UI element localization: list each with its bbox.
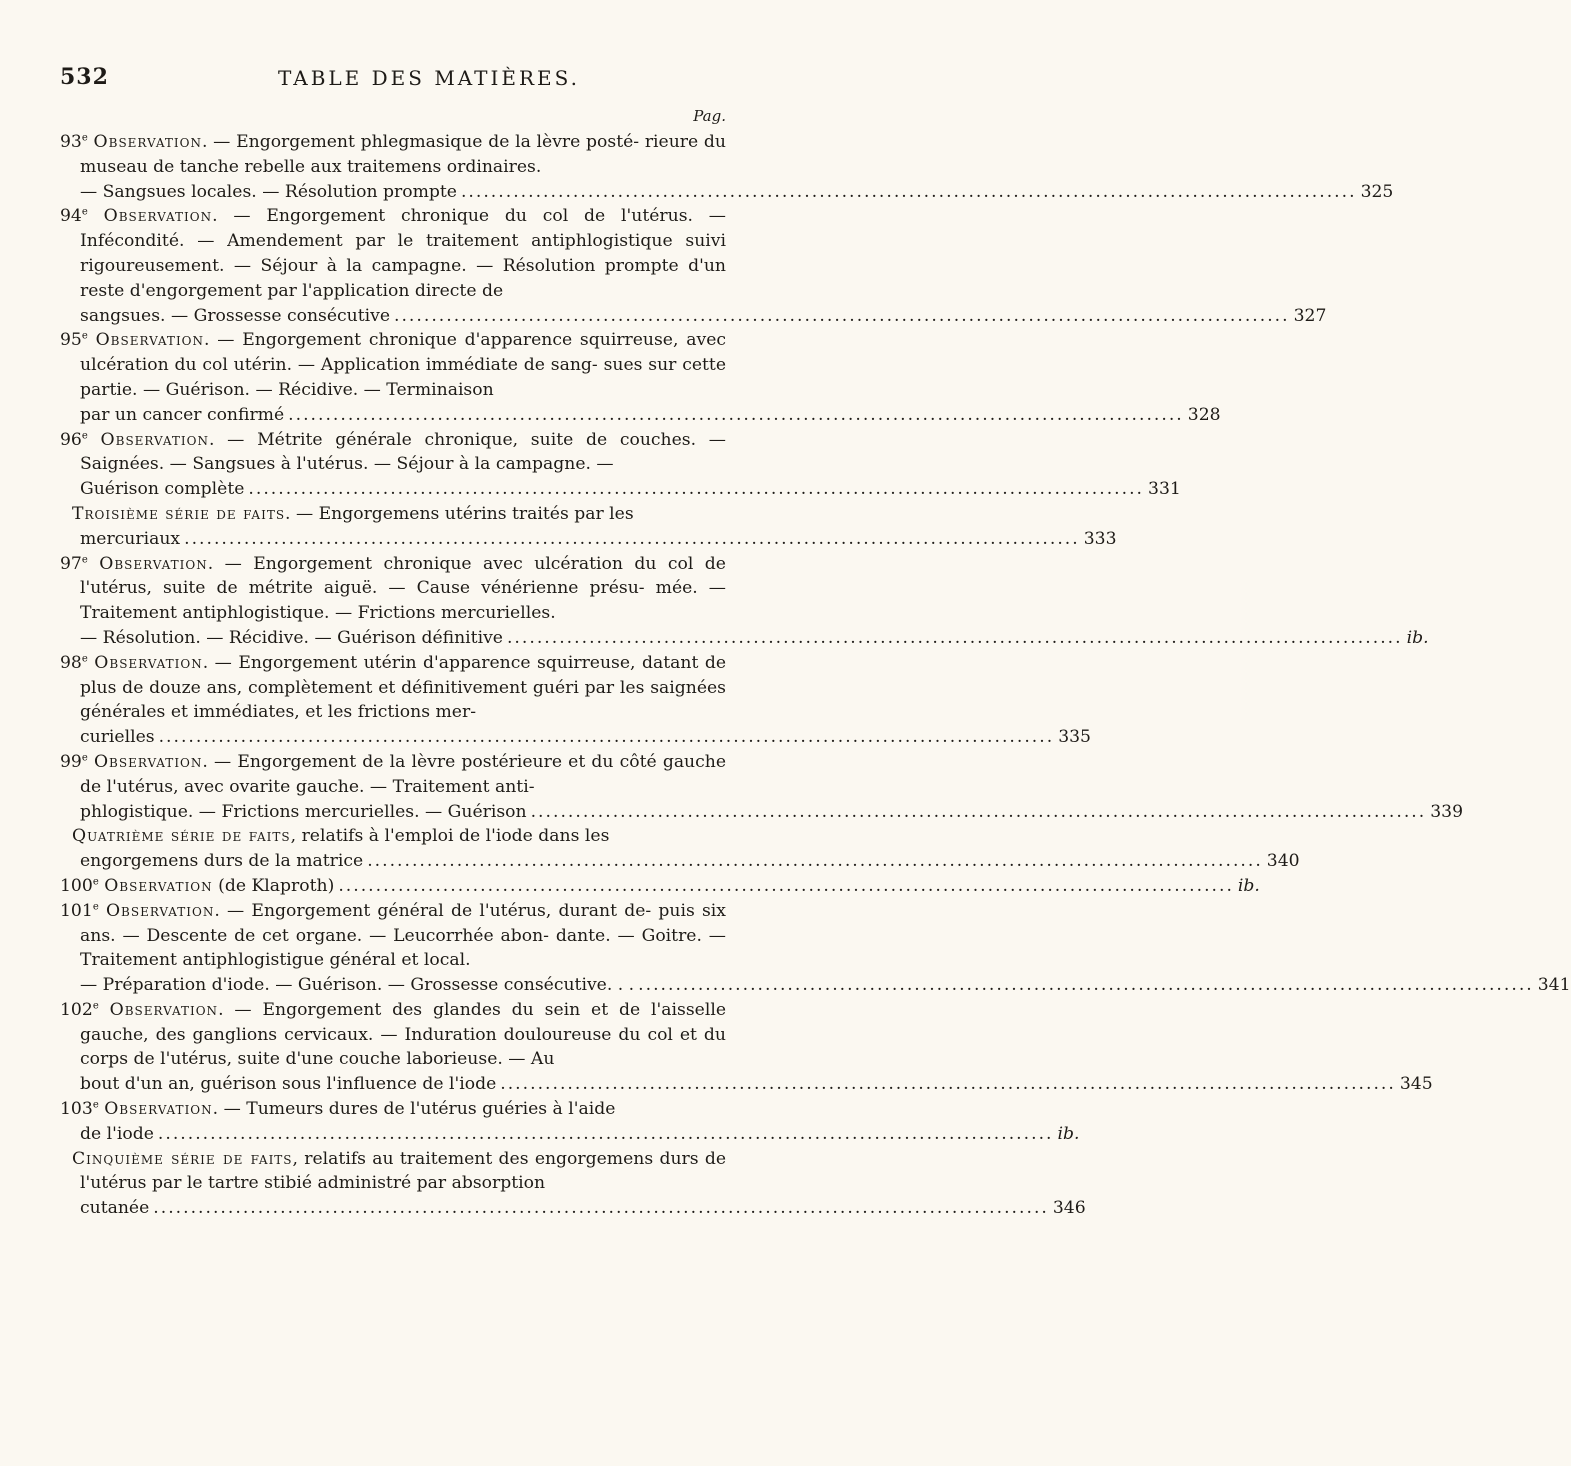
entry-text-line: bout d'un an, guérison sous l'influence de l'iode [80,1074,497,1095]
entry-text-line: engorgemens durs de la matrice [80,851,364,872]
entry-text-line: — Sangsues locales. — Résolution prompte [80,181,457,202]
entry-label [60,1099,213,1119]
entry-text-line: cutanée [80,1198,150,1219]
entry-label [60,901,214,921]
entry-kind: Observation [100,429,209,450]
entry-text-line: col et du corps de l'utérus, suite d'une couche laborieuse. — Au [80,1024,726,1070]
entry-text-line: — Préparation d'iode. — Guérison. — Grossesse consécutive. . . [80,975,635,996]
entry-number: 101 [60,900,93,921]
entry-number: 98 [60,652,82,673]
entry-last-line [80,477,1181,502]
toc-entry [60,1097,1080,1147]
entry-text-line: prompte d'un reste d'engorgement par l'application directe de [80,255,726,301]
entry-text-line: . — Engorgement chronique du col de l'utérus. — [212,206,726,227]
entry-text-line: phlogistique. — Frictions mercurielles. — Guérison [80,801,527,822]
toc-series-heading [60,502,1117,552]
entry-label [60,653,203,673]
entry-text-line: . — Engorgement chronique d'apparence squirreuse, [204,330,679,351]
entry-page-number: ib. [1057,1123,1080,1144]
entry-last-line [60,874,1260,899]
entry-label [72,504,285,524]
entry-kind: Observation [94,652,203,673]
entry-text-line: . — Engorgement phlegmasique de la lèvre posté- [201,132,640,152]
entry-number: 99 [60,751,82,772]
dot-leader: ........................................................................................................................ [506,627,1403,648]
entry-text-line: , relatifs au traitement des engorgemens [292,1148,654,1169]
entry-text-line: puis six ans. — Descente de cet organe. — Leucorrhée abon- [80,900,726,946]
entry-label [60,132,202,152]
entry-page-number: 339 [1430,801,1464,822]
dot-leader: ........................................................................................................................ [248,479,1145,500]
entry-text-line: Saignées. — Sangsues à l'utérus. — Séjour à la campagne. — [80,454,614,475]
entry-kind: Troisième série de faits [72,503,286,524]
entry-text-line: Guérison complète [80,479,245,500]
entry-page-number: ib. [1237,875,1260,896]
entry-page-number: 327 [1293,305,1327,326]
entry-kind: Observation [104,1099,213,1120]
entry-number-suffix: e [81,132,88,144]
entry-number: 100 [60,875,93,896]
toc-entry [60,998,1433,1097]
entry-last-line [80,304,1327,329]
entry-number: 97 [60,553,82,574]
entry-text-line: durs de l'utérus par le tartre stibié administré par absorption [80,1148,727,1194]
toc-entry [60,204,1327,328]
entry-text-line: par les saignées générales et immédiates, et les frictions mer- [80,677,727,723]
dot-leader: ........................................................................................................................ [288,404,1184,425]
entry-text-line: curielles [80,727,155,748]
toc-series-heading [60,1147,1086,1221]
entry-text-line: . — Engorgement des glandes du sein et de l'aisselle [218,999,726,1020]
dot-leader: ........................................................................................................................ [158,727,1055,748]
entry-number-suffix: e [81,429,88,441]
toc-entry [60,750,1464,824]
page-number: 532 [60,64,109,90]
entry-last-line [80,180,1394,205]
entry-number-suffix: e [81,206,88,218]
entry-number-suffix: e [92,1000,99,1012]
entry-last-line [80,725,1091,750]
toc-entry [60,651,1091,750]
entry-kind: Cinquième série de faits [72,1148,293,1169]
entry-number: 102 [60,999,93,1020]
entry-last-line [80,1122,1080,1147]
entry-text-line: . — Métrite générale chronique, suite de couches. — [208,429,726,450]
entry-label [60,1000,218,1020]
entry-text-line: suivi rigoureusement. — Séjour à la campagne. — Résolution [80,231,726,276]
entry-kind: Observation [109,999,219,1020]
entry-text-line: Infécondité. — Amendement par le traitement antiphlogistique [80,231,673,252]
entry-kind: Observation [99,553,208,574]
entry-text-line: . — Engorgement de la lèvre postérieure et du côté [202,751,657,772]
entry-number: 96 [60,429,82,450]
entry-text-line: avec ulcération du col utérin. — Application immédiate de sang- [80,330,726,376]
entry-number-suffix: e [81,330,88,342]
entry-label [60,752,202,772]
entry-last-line [80,973,1571,998]
entry-last-line [80,800,1464,825]
entry-text-line: de l'iode [80,1123,154,1144]
entry-text-line: , relatifs à l'emploi de l'iode dans les [290,826,610,847]
entry-text-line: sues sur cette partie. — Guérison. — Récidive. — Terminaison [80,355,727,400]
entry-last-line [80,403,1221,428]
dot-leader: ........................................................................................................................ [184,528,1080,549]
toc-entry [60,130,1394,204]
dot-leader: ........................................................................................................................ [153,1198,1049,1219]
entry-text-line: — Résolution. — Récidive. — Guérison définitive [80,627,503,648]
entry-page-number: 346 [1052,1198,1086,1219]
toc-entry [60,899,1571,998]
entry-page-number: ib. [1406,627,1429,648]
entry-number-suffix: e [81,752,88,764]
dot-leader: ........................................................................................................................ [638,975,1534,996]
entry-last-line [80,626,1429,651]
entry-text-line: . — Engorgement chronique avec ulcération du col [207,553,694,574]
entry-number-suffix: e [92,900,99,912]
entry-last-line [80,849,1300,874]
entry-number-suffix: e [81,653,88,664]
entry-page-number: 328 [1187,404,1221,425]
entry-text-line: (de Klaproth) [218,875,335,896]
entry-number: 93 [60,132,82,152]
table-of-contents [60,130,1571,1221]
entry-text-line: . — Engorgement général de l'utérus, durant de- [214,900,652,921]
entry-kind: Observation [95,330,205,351]
entry-page-number: 331 [1148,479,1181,500]
entry-text-line: datant de plus de douze ans, complètement et définitivement guéri [80,652,726,698]
toc-entry [60,874,1260,899]
dot-leader: ........................................................................................................................ [367,851,1263,872]
dot-leader: ........................................................................................................................ [500,1074,1396,1095]
dot-leader: ........................................................................................................................ [394,305,1290,326]
entry-text-line: . — Engorgement utérin d'apparence squirreuse, [202,652,636,673]
entry-text-line: gauche, des ganglions cervicaux. — Induration douloureuse du [80,1024,641,1045]
entry-number: 103 [60,1099,93,1120]
running-head [60,64,726,94]
toc-entry [60,552,1429,651]
dot-leader: ........................................................................................................................ [460,181,1357,202]
entry-page-number: 345 [1399,1074,1433,1095]
entry-last-line [80,527,1117,552]
entry-label [60,206,212,226]
entry-number-suffix: e [92,1099,99,1111]
toc-series-heading [60,824,1300,874]
entry-kind: Observation [105,900,215,921]
entry-last-line [80,1196,1086,1221]
entry-label [72,826,291,846]
page-column-label: Pag. [693,107,726,125]
entry-label [60,430,209,450]
dot-leader: ........................................................................................................................ [157,1123,1054,1144]
book-page [60,0,1571,1466]
entry-label [60,876,213,896]
entry-text-line: . — Engorgemens utérins traités par les [285,503,634,524]
entry-kind: Observation [104,875,213,896]
entry-kind: Quatrième série de faits [72,826,291,847]
dot-leader: ........................................................................................................................ [338,875,1234,896]
toc-entry [60,428,1181,502]
entry-text-line: rieure du museau de tanche rebelle aux traitemens ordinaires. [80,132,726,177]
entry-kind: Observation [103,206,213,227]
entry-number-suffix: e [81,553,88,565]
entry-text-line: gauche de l'utérus, avec ovarite gauche. — Traitement anti- [80,751,726,797]
entry-kind: Observation [93,132,202,152]
entry-label [72,1149,293,1169]
page-title: TABLE DES MATIÈRES. [278,66,580,90]
entry-page-number: 340 [1266,851,1300,872]
entry-text-line: mée. — Traitement antiphlogistique. — Frictions mercurielles. [80,578,726,624]
entry-text-line: mercuriaux [80,528,181,549]
entry-page-number: 341 [1537,975,1571,996]
entry-text-line: de l'utérus, suite de métrite aiguë. — Cause vénérienne présu- [80,553,726,599]
entry-number-suffix: e [92,876,99,888]
entry-label [60,554,208,574]
entry-last-line [80,1072,1433,1097]
entry-text-line: . — Tumeurs dures de l'utérus guéries à l'aide [212,1099,616,1120]
dot-leader: ........................................................................................................................ [530,801,1427,822]
entry-page-number: 333 [1083,528,1117,549]
entry-kind: Observation [93,751,203,772]
entry-text-line: dante. — Goitre. — Traitement antiphlogistigue général et local. [80,925,726,971]
entry-page-number: 335 [1058,727,1091,748]
toc-entry [60,328,1221,427]
entry-number: 95 [60,330,82,351]
entry-number: 94 [60,206,82,227]
entry-text-line: sangsues. — Grossesse consécutive [80,305,390,326]
entry-page-number: 325 [1360,181,1394,202]
entry-text-line: par un cancer confirmé [80,404,285,425]
entry-label [60,330,204,350]
